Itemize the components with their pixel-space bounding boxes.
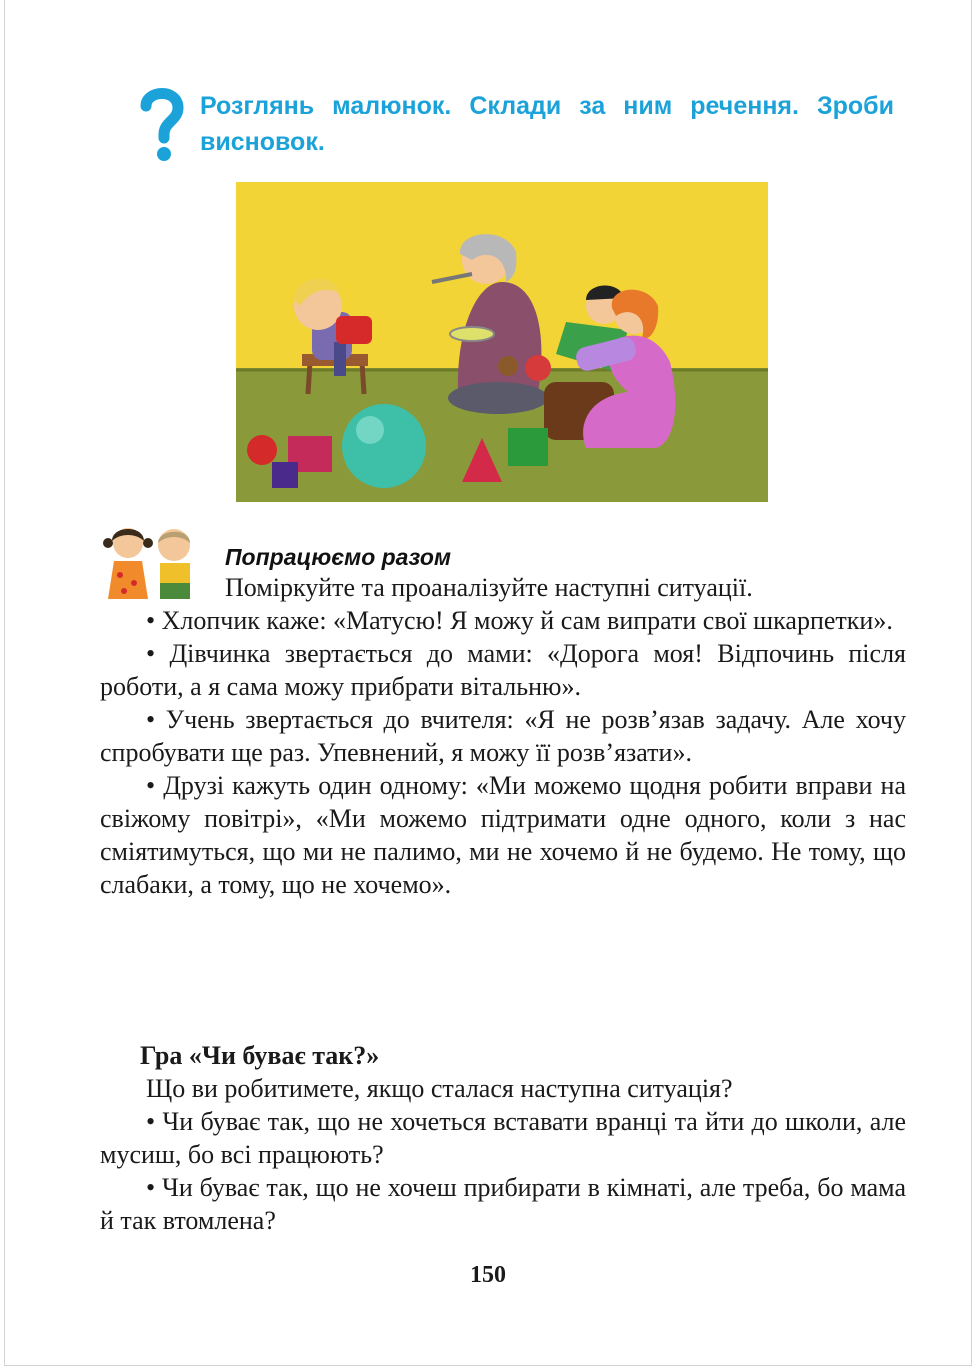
situation-item: • Дівчинка звертається до мами: «Дорога моя! Відпочинь після роботи, а я сама можу прибрати вітальню». (100, 639, 906, 701)
question-mark-icon (138, 84, 186, 164)
page-number: 150 (470, 1262, 506, 1288)
situation-item: • Хлопчик каже: «Матусю! Я можу й сам випрати свої шкарпетки». (146, 606, 893, 635)
game-question: Що ви робитимете, якщо сталася наступна ситуація? (146, 1074, 733, 1103)
family-illustration (236, 182, 768, 502)
game-title: Гра «Чи буває так?» (140, 1041, 380, 1070)
situation-item: • Учень звертається до вчителя: «Я не розв’язав задачу. Але хочу спробувати ще раз. Упевнений, я можу її розв’язати». (100, 705, 906, 767)
section-title: Попрацюємо разом (225, 544, 451, 570)
situation-item: • Друзі кажуть один одному: «Ми можемо щодня робити вправи на свіжому повітрі», «Ми можемо підтримати одне одного, коли з нас сміятимуться, що ми не палимо, ми не хочемо й не будемо. Не тому, що слабаки, а тому, що не хочемо». (100, 771, 906, 899)
task-instruction: Розглянь малюнок. Склади за ним речення. Зроби висновок. (200, 92, 894, 156)
game-block (100, 1039, 906, 1237)
game-item: • Чи буває так, що не хочеться вставати вранці та йти до школи, але мусиш, бо всі працюють? (100, 1107, 906, 1169)
intro-text: Поміркуйте та проаналізуйте наступні ситуації. (225, 573, 753, 602)
game-item: • Чи буває так, що не хочеш прибирати в кімнаті, але треба, бо мама й так втомлена? (100, 1173, 906, 1235)
situations-block (100, 571, 906, 901)
